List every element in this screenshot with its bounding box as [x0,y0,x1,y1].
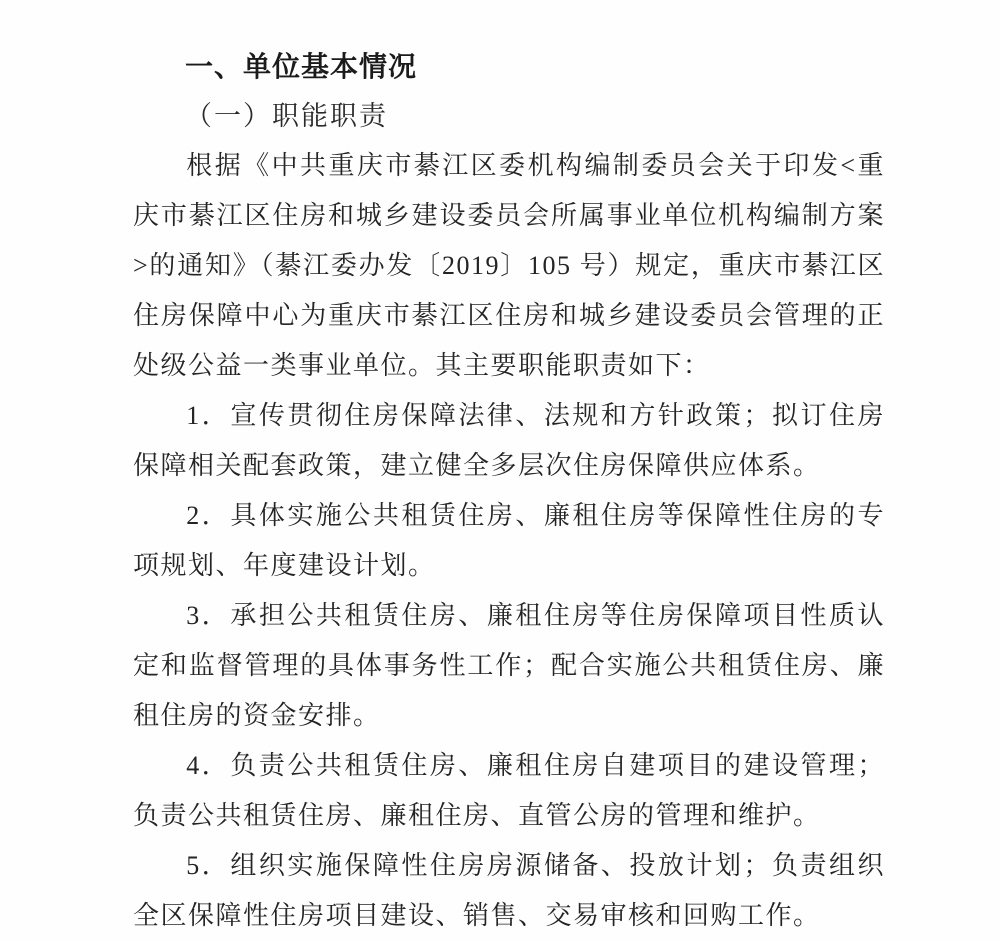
duty-item-1: 1．宣传贯彻住房保障法律、法规和方针政策；拟订住房保障相关配套政策，建立健全多层次住房保障供应体系。 [133,401,885,480]
duty-item-5: 5．组织实施保障性住房房源储备、投放计划；负责组织全区保障性住房项目建设、销售、交易审核和回购工作。 [133,851,885,930]
duty-item-3: 3．承担公共租赁住房、廉租住房等住房保障项目性质认定和监督管理的具体事务性工作；配合实施公共租赁住房、廉租住房的资金安排。 [133,601,885,730]
duty-item-2: 2．具体实施公共租赁住房、廉租住房等保障性住房的专项规划、年度建设计划。 [133,501,885,580]
document-body [133,42,885,941]
duty-item-4: 4．负责公共租赁住房、廉租住房自建项目的建设管理；负责公共租赁住房、廉租住房、直管公房的管理和维护。 [133,751,885,830]
sub-heading: （一）职能职责 [185,101,388,131]
section-heading: 一、单位基本情况 [185,51,418,82]
paragraph-intro: 根据《中共重庆市綦江区委机构编制委员会关于印发<重庆市綦江区住房和城乡建设委员会所属事业单位机构编制方案>的通知》（綦江委办发〔2019〕105 号）规定，重庆市綦江区住房保障中心为重庆市綦江区住房和城乡建设委员会管理的正处级公益一类事业单位。其主要职能职责如下： [133,151,885,380]
